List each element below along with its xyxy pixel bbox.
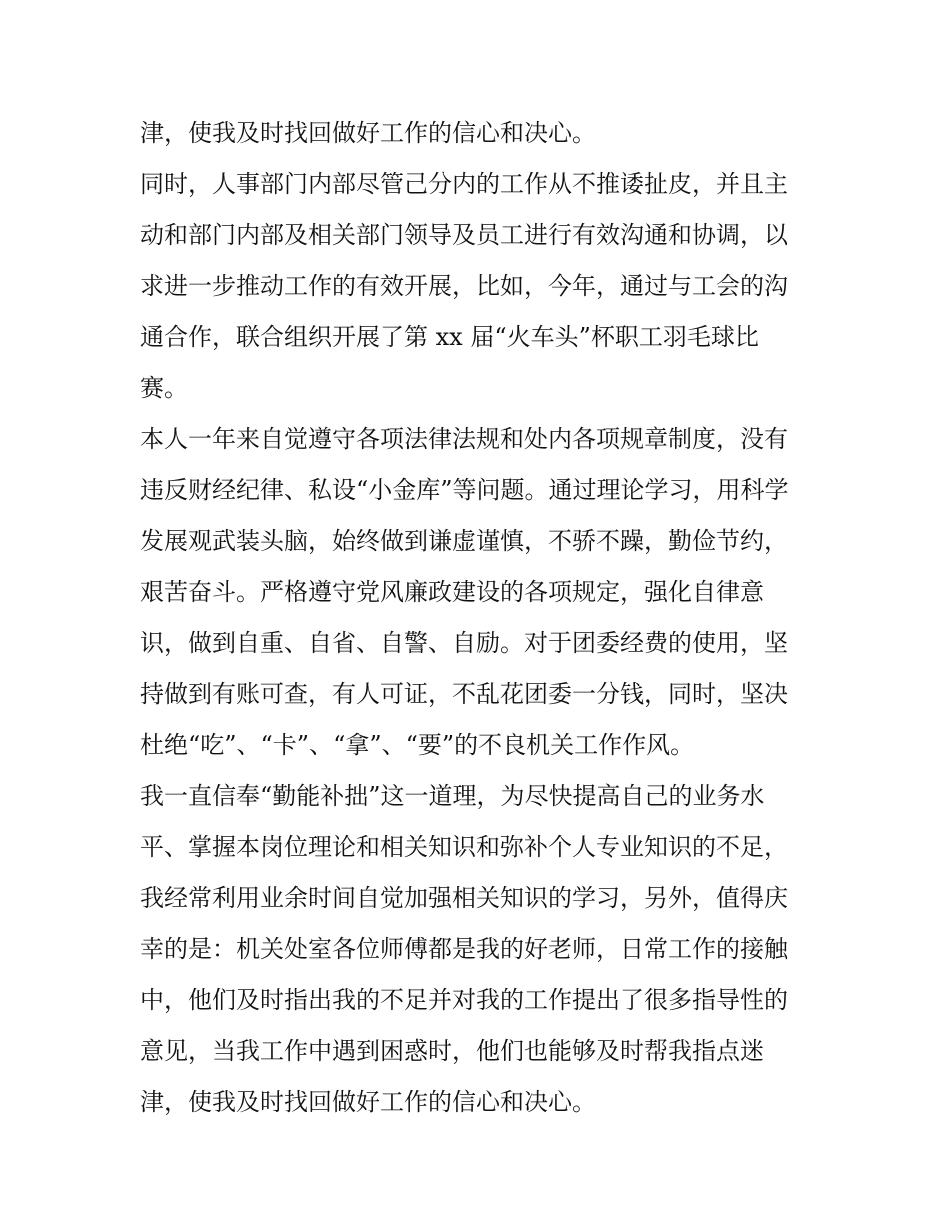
- text-line: 艰苦奋斗。严格遵守党风廉政建设的各项规定，强化自律意: [140, 578, 764, 606]
- text-line: 杜绝“吃”、“卡”、“拿”、“要”的不良机关工作作风。: [140, 731, 695, 759]
- text-line: 平、掌握本岗位理论和相关知识和弥补个人专业知识的不足，: [140, 833, 788, 861]
- text-line: 本人一年来自觉遵守各项法律法规和处内各项规章制度，没有: [140, 425, 788, 453]
- text-line: 违反财经纪律、私设“小金库”等问题。通过理论学习，用科学: [140, 476, 789, 504]
- text-line: 求进一步推动工作的有效开展，比如，今年，通过与工会的沟: [140, 272, 788, 300]
- text-line: 津，使我及时找回做好工作的信心和决心。: [140, 1088, 596, 1116]
- text-line: 赛。: [140, 374, 188, 402]
- text-line: 幸的是：机关处室各位师傅都是我的好老师，日常工作的接触: [140, 935, 788, 963]
- text-line: 同时，人事部门内部尽管己分内的工作从不推诿扯皮，并且主: [140, 170, 788, 198]
- text-line: 发展观武装头脑，始终做到谦虚谨慎，不骄不躁，勤俭节约，: [140, 527, 788, 555]
- text-line: 通合作，联合组织开展了第 xx 届“火车头”杯职工羽毛球比: [140, 323, 759, 351]
- body-text: [140, 108, 830, 1128]
- text-line: 识，做到自重、自省、自警、自励。对于团委经费的使用，坚: [140, 629, 788, 657]
- text-line: 我一直信奉“勤能补拙”这一道理，为尽快提高自己的业务水: [140, 782, 765, 810]
- text-line: 持做到有账可查，有人可证，不乱花团委一分钱，同时，坚决: [140, 680, 788, 708]
- text-line: 动和部门内部及相关部门领导及员工进行有效沟通和协调，以: [140, 221, 788, 249]
- text-line: 津，使我及时找回做好工作的信心和决心。: [140, 119, 596, 147]
- text-line: 我经常利用业余时间自觉加强相关知识的学习，另外，值得庆: [140, 884, 788, 912]
- text-line: 中，他们及时指出我的不足并对我的工作提出了很多指导性的: [140, 986, 788, 1014]
- text-line: 意见，当我工作中遇到困惑时，他们也能够及时帮我指点迷: [140, 1037, 764, 1065]
